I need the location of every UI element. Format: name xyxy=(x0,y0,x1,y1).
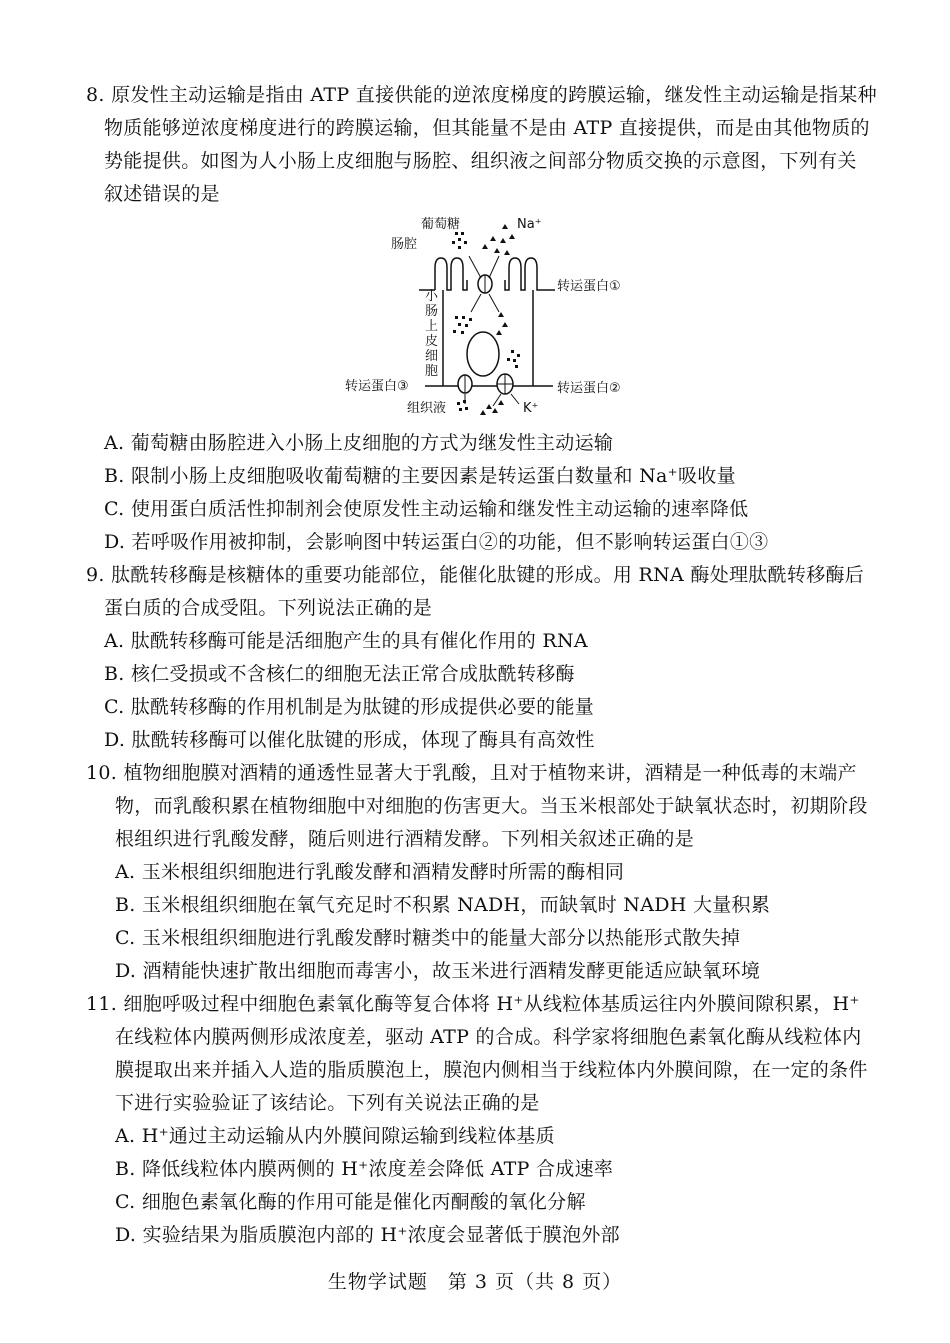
nucleus xyxy=(467,332,499,376)
question-stem-line: 物质能够逆浓度梯度进行的跨膜运输，但其能量不是由 ATP 直接提供，而是由其他物质的 xyxy=(104,117,870,139)
intestinal-cell-diagram xyxy=(335,208,635,418)
glucose-molecules xyxy=(452,232,467,249)
question-stem-line: 8. 原发性主动运输是指由 ATP 直接供能的逆浓度梯度的跨膜运输，继发性主动运输是指某种 xyxy=(86,84,877,106)
question-stem-line: 11. 细胞呼吸过程中细胞色素氧化酶等复合体将 H⁺从线粒体基质运往内外膜间隙积累，H⁺ xyxy=(86,993,860,1015)
option-b: B. 核仁受损或不含核仁的细胞无法正常合成肽酰转移酶 xyxy=(104,663,575,685)
cell-label-char: 上 xyxy=(425,319,439,334)
option-a: A. 葡萄糖由肠腔进入小肠上皮细胞的方式为继发性主动运输 xyxy=(104,432,614,454)
cell-label-char: 细 xyxy=(425,349,439,364)
option-b: B. 限制小肠上皮细胞吸收葡萄糖的主要因素是转运蛋白数量和 Na⁺吸收量 xyxy=(104,465,736,487)
glucose-label: 葡萄糖 xyxy=(421,217,461,232)
question-stem-line: 9. 肽酰转移酶是核糖体的重要功能部位，能催化肽键的形成。用 RNA 酶处理肽酰转移酶后 xyxy=(86,564,865,586)
option-c: C. 肽酰转移酶的作用机制是为肽键的形成提供必要的能量 xyxy=(104,696,595,718)
transporter2-label: 转运蛋白② xyxy=(557,381,621,396)
question-stem-line: 下进行实验验证了该结论。下列有关说法正确的是 xyxy=(115,1092,540,1114)
transporter1-label: 转运蛋白① xyxy=(557,279,621,294)
option-d: D. 实验结果为脂质膜泡内部的 H⁺浓度会显著低于膜泡外部 xyxy=(115,1224,620,1246)
option-b: B. 玉米根组织细胞在氧气充足时不积累 NADH，而缺氧时 NADH 大量积累 xyxy=(115,894,771,916)
page-footer: 生物学试题 第 3 页（共 8 页） xyxy=(327,1271,623,1293)
question-stem-line: 10. 植物细胞膜对酒精的通透性显著大于乳酸，且对于植物来讲，酒精是一种低毒的末端产 xyxy=(86,762,857,784)
transporter-1 xyxy=(478,275,492,293)
option-c: C. 玉米根组织细胞进行乳酸发酵时糖类中的能量大部分以热能形式散失掉 xyxy=(115,927,741,949)
option-d: D. 肽酰转移酶可以催化肽键的形成，体现了酶具有高效性 xyxy=(104,729,595,751)
cell-label-char: 小 xyxy=(425,289,439,304)
transporter-2 xyxy=(497,374,513,394)
question-stem-line: 根组织进行乳酸发酵，随后则进行酒精发酵。下列相关叙述正确的是 xyxy=(115,828,695,850)
option-a: A. 玉米根组织细胞进行乳酸发酵和酒精发酵时所需的酶相同 xyxy=(115,861,625,883)
option-a: A. 肽酰转移酶可能是活细胞产生的具有催化作用的 RNA xyxy=(104,630,588,652)
question-stem-line: 在线粒体内膜两侧形成浓度差，驱动 ATP 的合成。科学家将细胞色素氧化酶从线粒体内 xyxy=(115,1026,862,1048)
question-stem-line: 膜提取出来并插入人造的脂质膜泡上，膜泡内侧相当于线粒体内外膜间隙，在一定的条件 xyxy=(115,1059,868,1081)
option-c: C. 使用蛋白质活性抑制剂会使原发性主动运输和继发性主动运输的速率降低 xyxy=(104,498,749,520)
question-stem-line: 蛋白质的合成受阻。下列说法正确的是 xyxy=(104,597,433,619)
na-label: Na⁺ xyxy=(517,217,542,232)
question-stem-line: 物，而乳酸积累在植物细胞中对细胞的伤害更大。当玉米根部处于缺氧状态时，初期阶段 xyxy=(115,795,868,817)
apical-membrane xyxy=(435,258,555,290)
cell-label-char: 皮 xyxy=(425,334,439,349)
option-b: B. 降低线粒体内膜两侧的 H⁺浓度差会降低 ATP 合成速率 xyxy=(115,1158,614,1180)
tissue-fluid-label: 组织液 xyxy=(407,401,447,416)
lumen-label: 肠腔 xyxy=(391,237,418,252)
transporter-3 xyxy=(458,375,472,393)
option-a: A. H⁺通过主动运输从内外膜间隙运输到线粒体基质 xyxy=(115,1125,555,1147)
k-label: K⁺ xyxy=(523,401,539,416)
transporter3-label: 转运蛋白③ xyxy=(345,379,409,394)
question-stem-line: 势能提供。如图为人小肠上皮细胞与肠腔、组织液之间部分物质交换的示意图，下列有关 xyxy=(104,150,857,172)
question-stem-line: 叙述错误的是 xyxy=(104,183,220,205)
na-ions xyxy=(482,224,515,255)
option-d: D. 酒精能快速扩散出细胞而毒害小，故玉米进行酒精发酵更能适应缺氧环境 xyxy=(115,960,761,982)
option-c: C. 细胞色素氧化酶的作用可能是催化丙酮酸的氧化分解 xyxy=(115,1191,586,1213)
cell-label-char: 肠 xyxy=(425,304,439,319)
option-d: D. 若呼吸作用被抑制，会影响图中转运蛋白②的功能，但不影响转运蛋白①③ xyxy=(104,531,769,553)
cell-label-char: 胞 xyxy=(425,364,439,379)
